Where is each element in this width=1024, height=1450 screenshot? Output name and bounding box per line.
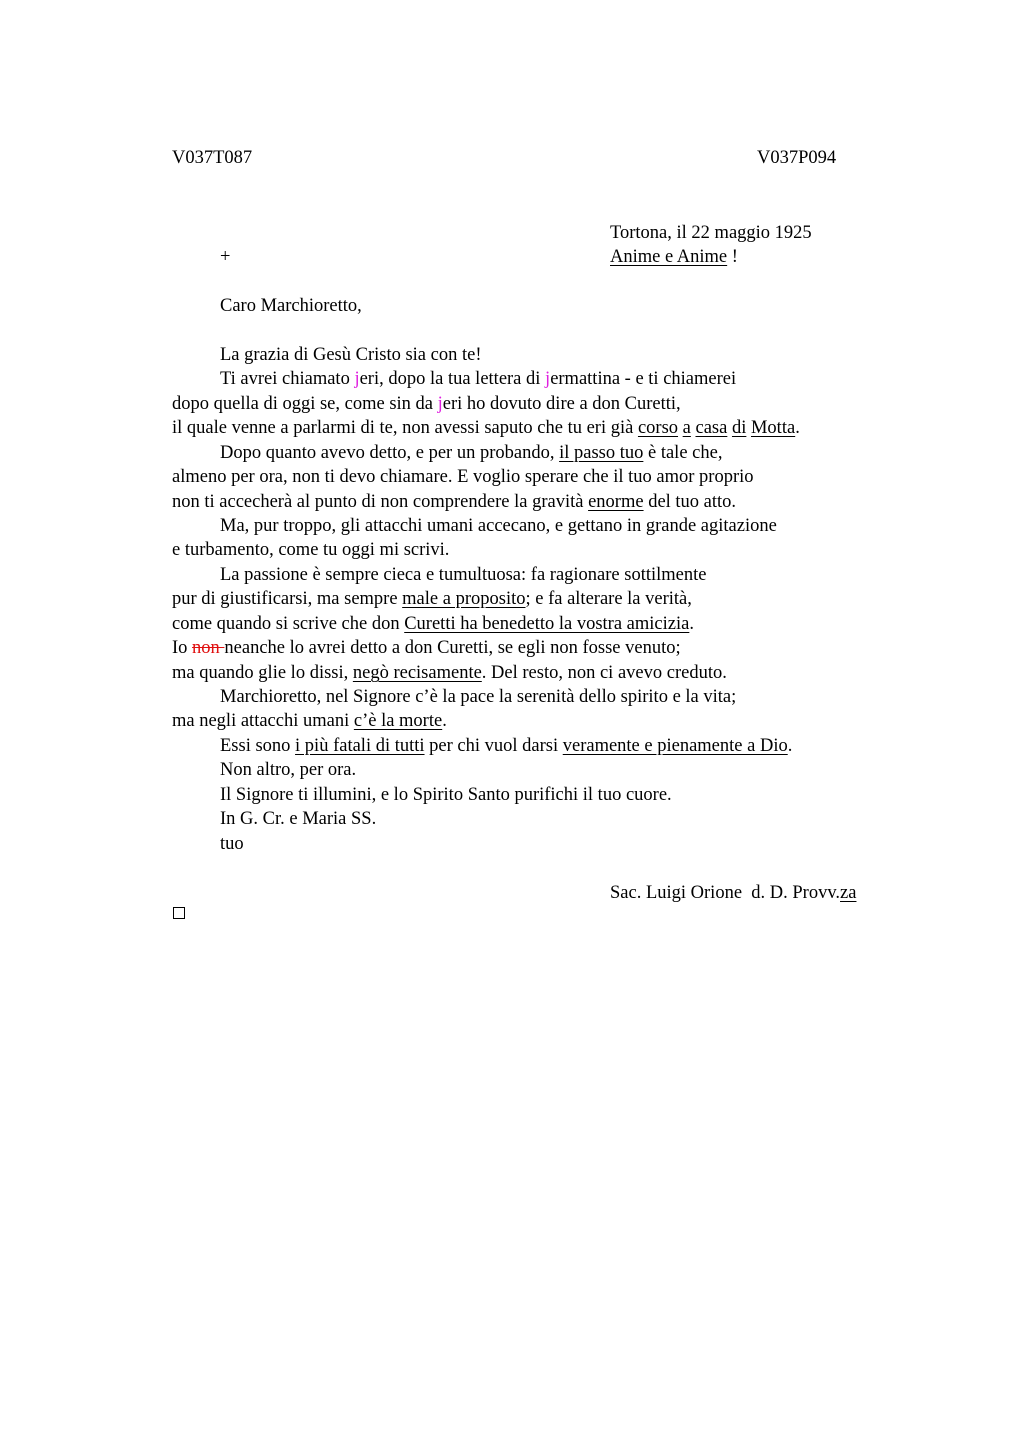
- text-run: . Del resto, non ci avevo creduto.: [481, 663, 727, 683]
- motto: Anime e Anime: [610, 247, 728, 267]
- body-line-9: e turbamento, come tu oggi mi scrivi.: [172, 540, 450, 560]
- underlined-phrase: c’è la morte: [353, 711, 443, 731]
- underlined-word: corso: [637, 418, 679, 438]
- text-run: .: [689, 614, 694, 634]
- text-run: Dopo quanto avevo detto, e per un probando,: [220, 443, 560, 463]
- body-line-3: [172, 392, 681, 416]
- underlined-word: Motta: [750, 418, 796, 438]
- text-run: per chi vuol darsi: [424, 736, 563, 756]
- body-line-10: La passione è sempre cieca e tumultuosa: fa ragionare sottilmente: [220, 565, 707, 585]
- body-line-17: [220, 734, 792, 758]
- text-run: ma quando glie lo dissi,: [172, 663, 353, 683]
- text-run: .: [795, 418, 800, 438]
- text-run: dopo quella di oggi se, come sin da: [172, 394, 438, 414]
- text-run: ma negli attacchi umani: [172, 711, 354, 731]
- underlined-phrase: Curetti ha benedetto la vostra amicizia: [404, 614, 690, 634]
- text-run: neanche lo avrei detto a don Curetti, se egli non fosse venuto;: [224, 638, 681, 658]
- body-line-4: [172, 416, 800, 440]
- body-line-18: Non altro, per ora.: [220, 760, 357, 780]
- body-line-12: [172, 612, 694, 636]
- body-line-6: almeno per ora, non ti devo chiamare. E voglio sperare che il tuo amor proprio: [172, 467, 754, 487]
- text-run: ; e fa alterare la verità,: [525, 589, 692, 609]
- place-date: Tortona, il 22 maggio 1925: [610, 223, 812, 243]
- underlined-word: di: [731, 418, 747, 438]
- signature-suffix: za: [840, 883, 857, 903]
- motto-suffix: !: [727, 247, 738, 267]
- body-line-20: In G. Cr. e Maria SS.: [220, 809, 377, 829]
- underlined-word: casa: [695, 418, 728, 438]
- corrected-letter: j: [437, 394, 443, 414]
- body-line-11: [172, 587, 692, 611]
- corrected-letter: j: [545, 369, 551, 389]
- text-run: eri ho dovuto dire a don Curetti,: [442, 394, 681, 414]
- deleted-word: non: [192, 638, 225, 658]
- text-run: del tuo atto.: [643, 492, 737, 512]
- body-line-21: tuo: [220, 834, 244, 854]
- signature: [610, 881, 856, 905]
- underlined-phrase: il passo tuo: [559, 443, 644, 463]
- body-line-5: [220, 441, 722, 465]
- salutation: Caro Marchioretto,: [220, 296, 362, 316]
- corrected-letter: j: [354, 369, 360, 389]
- text-run: Ti avrei chiamato: [220, 369, 355, 389]
- text-run: Essi sono: [220, 736, 296, 756]
- document-code-right: V037P094: [757, 148, 837, 168]
- text-run: eri, dopo la tua lettera di: [359, 369, 546, 389]
- signature-text: Sac. Luigi Orione d. D. Provv.: [610, 883, 841, 903]
- text-run: .: [442, 711, 447, 731]
- body-line-14: [172, 661, 727, 685]
- text-run: pur di giustificarsi, ma sempre: [172, 589, 403, 609]
- body-line-2: [220, 367, 736, 391]
- underlined-phrase: male a proposito: [402, 589, 526, 609]
- body-line-7: [172, 490, 736, 514]
- text-run: non ti accecherà al punto di non comprendere la gravità: [172, 492, 589, 512]
- motto-line: [610, 245, 738, 269]
- cross-symbol: +: [220, 247, 231, 267]
- underlined-word: enorme: [588, 492, 644, 512]
- body-line-16: [172, 709, 447, 733]
- text-run: Io: [172, 638, 193, 658]
- underlined-word: a: [682, 418, 691, 438]
- text-run: .: [787, 736, 793, 756]
- document-code-left: V037T087: [172, 148, 253, 168]
- body-line-1: La grazia di Gesù Cristo sia con te!: [220, 345, 482, 365]
- body-line-19: Il Signore ti illumini, e lo Spirito Santo purifichi il tuo cuore.: [220, 785, 672, 805]
- text-run: è tale che,: [643, 443, 723, 463]
- underlined-phrase: negò recisamente: [352, 663, 482, 683]
- body-line-15: Marchioretto, nel Signore c’è la pace la serenità dello spirito e la vita;: [220, 687, 737, 707]
- underlined-phrase: veramente e pienamente a Dio: [562, 736, 788, 756]
- text-run: come quando si scrive che don: [172, 614, 405, 634]
- body-line-13: [172, 636, 681, 660]
- checkbox-square: [173, 907, 185, 919]
- body-line-8: Ma, pur troppo, gli attacchi umani accecano, e gettano in grande agitazione: [220, 516, 777, 536]
- underlined-phrase: i più fatali di tutti: [295, 736, 425, 756]
- text-run: il quale venne a parlarmi di te, non avessi saputo che tu eri già: [172, 418, 638, 438]
- text-run: ermattina - e ti chiamerei: [550, 369, 737, 389]
